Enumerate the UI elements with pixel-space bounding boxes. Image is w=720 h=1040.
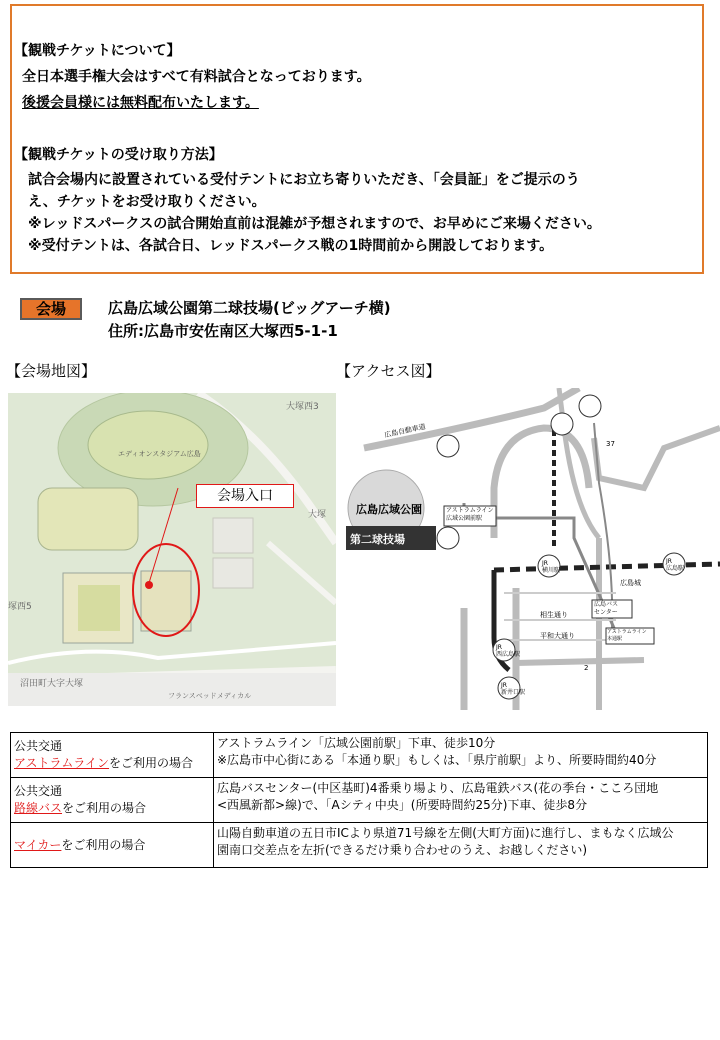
transit-detail-cell (214, 778, 708, 823)
access-hiroshima-sta: JR 広島駅 (666, 558, 685, 572)
ticket-line-paid: 全日本選手権大会はすべて有料試合となっております。 (22, 69, 371, 85)
entrance-callout: 会場入口 (196, 484, 294, 508)
transit-detail-line: アストラムライン「広域公園前駅」下車、徒歩10分 (217, 736, 496, 750)
transit-detail-line: 園南口交差点を左折(できるだけ乗り合わせのうえ、お越しください) (217, 843, 588, 857)
access-bus-center: 広島バス センター (594, 601, 619, 616)
transit-mode-highlight: マイカー (14, 837, 62, 852)
transit-detail-cell (214, 823, 708, 868)
access-hondori-station: アストラムライン 本通駅 (607, 629, 647, 642)
table-row (11, 733, 708, 778)
access-nishihiroshima: JR 西広島駅 (496, 644, 521, 658)
access-ground-name: 第二球技場 (350, 533, 405, 546)
receive-heading: 【観戦チケットの受け取り方法】 (14, 147, 223, 163)
table-row (11, 778, 708, 823)
transit-mode-suffix: をご利用の場合 (62, 801, 147, 815)
transit-detail-line: ※広島市中心街にある「本通り駅」もしくは、「県庁前駅」より、所要時間約40分 (217, 753, 657, 767)
transit-mode-label: 公共交通 (14, 784, 63, 798)
venue-name: 広島広域公園第二球技場(ビッグアーチ横) (108, 299, 391, 317)
receive-note-1: ※レッドスパークスの試合開始直前は混雑が予想されますので、お早めにご来場ください。 (28, 216, 601, 232)
ticket-info-box (10, 4, 704, 274)
ticket-line-free: 後援会員様には無料配布いたします。 (22, 95, 259, 111)
transit-mode-highlight: 路線バス (14, 801, 63, 815)
access-koiki-station: アストラムライン 広域公園前駅 (446, 507, 494, 522)
transit-mode-label: 公共交通 (14, 739, 63, 753)
access-aioi: 相生通り (540, 611, 568, 619)
access-heiwa: 平和大通り (540, 632, 575, 640)
transit-mode-cell (11, 823, 214, 868)
access-map-label: 【アクセス図】 (336, 362, 441, 380)
venue-map (8, 393, 336, 706)
transit-detail-line: 山陽自動車道の五日市ICより県道71号線を左側(大町方面)に進行し、まもなく広域公 (217, 826, 674, 840)
venue-badge: 会場 (20, 298, 82, 320)
map-label-ozuka-right: 大塚 (308, 510, 327, 520)
access-route37: 37 (606, 440, 615, 448)
transit-detail-cell (214, 733, 708, 778)
transit-detail-line: <西風新都>線)で、「Aシティ中央」(所要時間約25分)下車、徒歩8分 (217, 798, 588, 812)
transit-mode-cell (11, 733, 214, 778)
transit-mode-suffix: をご利用の場合 (109, 756, 194, 770)
ticket-heading: 【観戦チケットについて】 (14, 43, 181, 59)
access-route2: 2 (584, 664, 589, 672)
transit-mode-cell (11, 778, 214, 823)
map-label-shop: フランスベッドメディカル (168, 692, 252, 700)
access-yokogawa: JR 横川駅 (542, 560, 561, 574)
map-label-ozuka3: 大塚西3 (286, 402, 319, 412)
venue-map-svg (8, 393, 336, 706)
transit-mode-highlight: アストラムライン (14, 756, 110, 770)
receive-line-1: 試合会場内に設置されている受付テントにお立ち寄りいただき、「会員証」をご提示のう (28, 172, 580, 188)
access-castle: 広島城 (620, 579, 641, 587)
receive-note-2: ※受付テントは、各試合日、レッドスパークス戦の1時間前から開設しております。 (28, 238, 554, 254)
transit-table (10, 732, 708, 868)
access-shinkaichi: JR 新井口駅 (501, 682, 526, 696)
map-label-west5: 塚西5 (8, 602, 32, 612)
map-label-stadium: エディオンスタジアム広島 (118, 450, 201, 458)
access-map (344, 388, 720, 710)
receive-line-2: え、チケットをお受け取りください。 (28, 194, 266, 210)
transit-mode-suffix: をご利用の場合 (61, 837, 146, 852)
venue-map-label: 【会場地図】 (6, 362, 97, 380)
venue-address: 住所:広島市安佐南区大塚西5-1-1 (108, 322, 338, 340)
table-row (11, 823, 708, 868)
access-park-name: 広島広域公園 (356, 503, 422, 516)
transit-detail-line: 広島バスセンター(中区基町)4番乗り場より、広島電鉄バス(花の季台・こころ団地 (217, 781, 659, 795)
access-highway: 広島自動車道 (383, 422, 427, 440)
map-label-numata: 沼田町大字大塚 (20, 679, 84, 689)
